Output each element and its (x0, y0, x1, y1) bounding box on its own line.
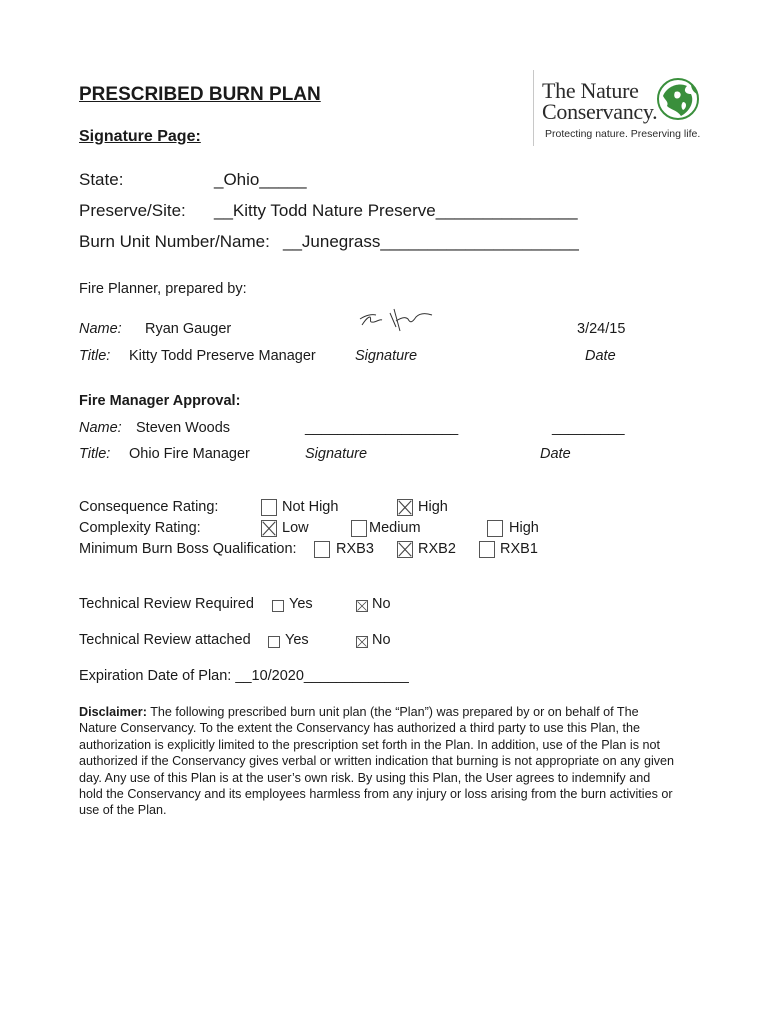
manager-signature-line: ___________________ (305, 420, 459, 436)
check-x-icon (262, 521, 276, 536)
consequence-label: Consequence Rating: (79, 499, 219, 515)
disclaimer-label: Disclaimer: (79, 705, 147, 719)
planner-name-label: Name: (79, 321, 122, 337)
manager-signature-label: Signature (305, 446, 368, 462)
review-required-no-label: No (372, 596, 391, 612)
complexity-low-checkbox[interactable] (261, 520, 277, 537)
consequence-not-high-checkbox[interactable] (261, 499, 277, 516)
disclaimer-text: The following prescribed burn unit plan (the “Plan”) was prepared by or on behalf of The Nature Conservancy. To the extent the Conservancy has authorized a third party to use this Plan, the authorization is explicitly limited to the prescription set forth in the Plan. In addition, use of the Plan is not authorized if the Conservancy gives verbal or written indication that burning is not appropriate on any given day. Any use of this Plan is at the user’s own risk. By using this Plan, the User agrees to indemnify and hold the Conservancy and its employees harmless from any injury or loss arising from the burn activities or use of the Plan. (79, 705, 675, 818)
page-subtitle: Signature Page: (79, 128, 201, 145)
consequence-not-high-label: Not High (282, 499, 339, 515)
manager-title-label: Title: (79, 446, 111, 462)
burn-boss-rxb3-label: RXB3 (336, 541, 374, 557)
page-title: PRESCRIBED BURN PLAN (79, 84, 321, 105)
burn-boss-rxb3-checkbox[interactable] (314, 541, 330, 558)
logo-line-1: The Nature (542, 78, 639, 103)
complexity-high-label: High (509, 520, 539, 536)
manager-name-label: Name: (79, 420, 122, 436)
expiration-line (79, 668, 409, 684)
complexity-medium-checkbox[interactable] (351, 520, 367, 537)
review-required-yes-label: Yes (289, 596, 313, 612)
complexity-low-label: Low (282, 520, 309, 536)
state-value: _Ohio_____ (214, 170, 307, 189)
review-required-label: Technical Review Required (79, 596, 254, 612)
disclaimer-paragraph (79, 704, 675, 819)
expiration-value: __10/2020_____________ (235, 668, 409, 684)
review-attached-no-label: No (372, 632, 391, 648)
burn-unit-label: Burn Unit Number/Name: (79, 232, 270, 251)
burn-boss-rxb1-label: RXB1 (500, 541, 538, 557)
planner-signature-label: Signature (355, 348, 418, 364)
planner-date-label: Date (585, 348, 616, 364)
manager-title: Ohio Fire Manager (129, 446, 250, 462)
burn-boss-rxb1-checkbox[interactable] (479, 541, 495, 558)
review-attached-yes-label: Yes (285, 632, 309, 648)
manager-name: Steven Woods (136, 420, 231, 436)
check-x-icon (398, 500, 412, 515)
manager-date-label: Date (540, 446, 571, 462)
preserve-value: __Kitty Todd Nature Preserve_______________ (214, 201, 578, 220)
complexity-medium-label: Medium (369, 520, 421, 536)
logo-tagline: Protecting nature. Preserving life. (545, 128, 701, 140)
planner-title: Kitty Todd Preserve Manager (129, 348, 316, 364)
consequence-high-checkbox[interactable] (397, 499, 413, 516)
expiration-label: Expiration Date of Plan: (79, 668, 232, 684)
review-required-yes-checkbox[interactable] (272, 600, 284, 612)
complexity-high-checkbox[interactable] (487, 520, 503, 537)
planner-title-label: Title: (79, 348, 111, 364)
burn-boss-rxb2-checkbox[interactable] (397, 541, 413, 558)
planner-name: Ryan Gauger (145, 321, 232, 337)
manager-heading: Fire Manager Approval: (79, 393, 241, 409)
planner-date: 3/24/15 (577, 321, 626, 337)
review-required-no-checkbox[interactable] (356, 600, 368, 612)
planner-heading: Fire Planner, prepared by: (79, 281, 247, 297)
review-attached-yes-checkbox[interactable] (268, 636, 280, 648)
complexity-label: Complexity Rating: (79, 520, 201, 536)
globe-leaf-icon (655, 76, 701, 127)
check-x-icon (398, 542, 412, 557)
burn-boss-rxb2-label: RXB2 (418, 541, 456, 557)
preserve-label: Preserve/Site: (79, 201, 186, 220)
burn-boss-label: Minimum Burn Boss Qualification: (79, 541, 297, 557)
review-attached-label: Technical Review attached (79, 632, 251, 648)
planner-signature-image (356, 305, 436, 340)
burn-unit-value: __Junegrass_____________________ (283, 232, 579, 251)
review-attached-no-checkbox[interactable] (356, 636, 368, 648)
logo-wordmark (542, 80, 657, 122)
manager-date-line: _________ (552, 420, 625, 436)
state-label: State: (79, 170, 124, 189)
check-x-icon (357, 601, 367, 611)
consequence-high-label: High (418, 499, 448, 515)
logo-line-2: Conservancy. (542, 99, 658, 124)
logo-divider (533, 70, 534, 146)
check-x-icon (357, 637, 367, 647)
